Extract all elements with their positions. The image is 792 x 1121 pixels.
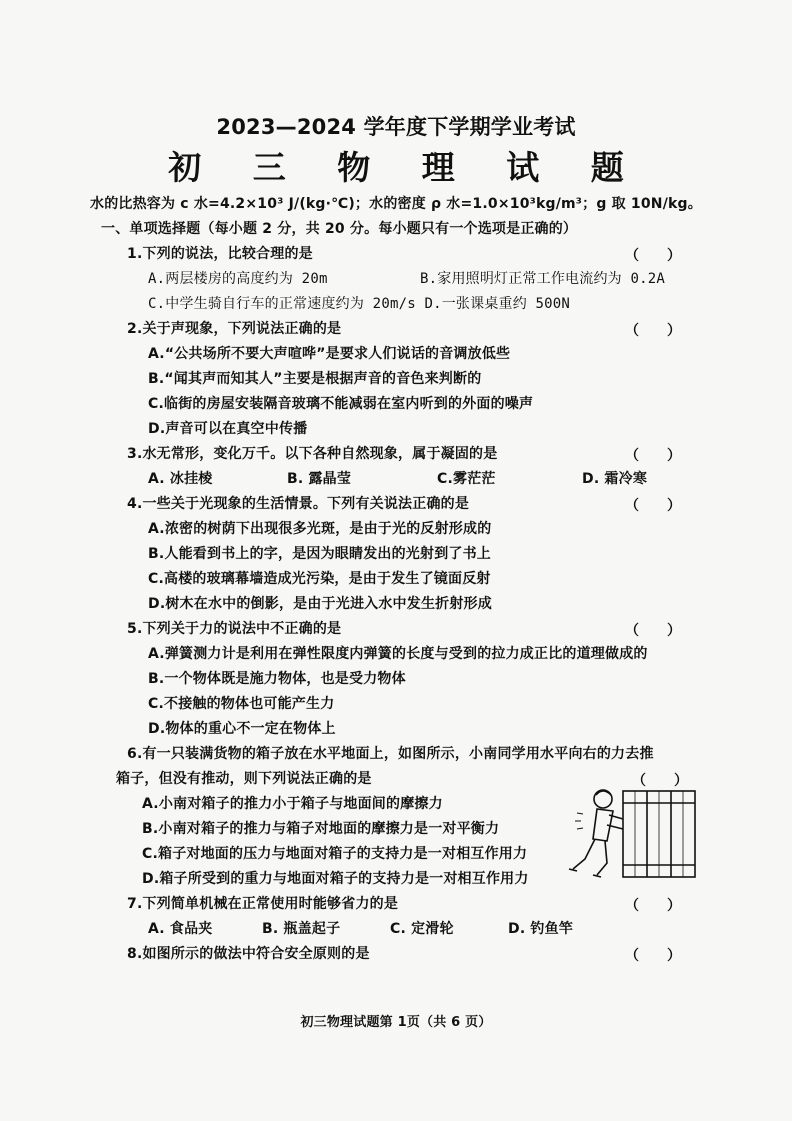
answer-paren-1: （ ） — [625, 248, 681, 264]
q2-option-c: C.临街的房屋安装隔音玻璃不能减弱在室内听到的外面的噪声 — [148, 396, 534, 412]
question-1-stem: 1.下列的说法，比较合理的是 — [127, 246, 313, 262]
q6-option-b: B.小南对箱子的推力与箱子对地面的摩擦力是一对平衡力 — [142, 821, 500, 837]
q7-option-c: C. 定滑轮 — [390, 921, 454, 937]
question-3-stem: 3.水无常形，变化万千。以下各种自然现象，属于凝固的是 — [127, 446, 498, 462]
question-6-stem-continued: 箱子，但没有推动，则下列说法正确的是 — [116, 771, 372, 787]
q5-option-d: D.物体的重心不一定在物体上 — [148, 721, 336, 737]
section-heading: 一、单项选择题（每小题 2 分，共 20 分。每小题只有一个选项是正确的） — [101, 221, 578, 237]
exam-subject-title: 初 三 物 理 试 题 — [168, 148, 644, 187]
q1-option-c-d: C.中学生骑自行车的正常速度约为 20m/s D.一张课桌重约 500N — [148, 296, 571, 312]
answer-paren-8: （ ） — [625, 948, 681, 964]
q3-option-d: D. 霜冷寒 — [582, 471, 648, 487]
q5-option-b: B.一个物体既是施力物体，也是受力物体 — [148, 671, 406, 687]
answer-paren-2: （ ） — [625, 323, 681, 339]
q6-option-a: A.小南对箱子的推力小于箱子与地面间的摩擦力 — [142, 796, 443, 812]
q6-option-d: D.箱子所受到的重力与地面对箱子的支持力是一对相互作用力 — [142, 871, 529, 887]
q3-option-a: A. 冰挂棱 — [148, 471, 213, 487]
q3-option-c: C.雾茫茫 — [437, 471, 496, 487]
q3-option-b: B. 露晶莹 — [287, 471, 352, 487]
question-8-stem: 8.如图所示的做法中符合安全原则的是 — [127, 946, 370, 962]
q7-option-a: A. 食品夹 — [148, 921, 213, 937]
q7-option-b: B. 瓶盖起子 — [262, 921, 341, 937]
q2-option-d: D.声音可以在真空中传播 — [148, 421, 308, 437]
answer-paren-5: （ ） — [625, 623, 681, 639]
answer-paren-6: （ ） — [632, 773, 688, 789]
q1-option-a: A.两层楼房的高度约为 20m — [148, 271, 328, 287]
q4-option-c: C.高楼的玻璃幕墙造成光污染，是由于发生了镜面反射 — [148, 571, 491, 587]
q1-option-b: B.家用照明灯正常工作电流约为 0.2A — [420, 271, 666, 287]
question-4-stem: 4.一些关于光现象的生活情景。下列有关说法正确的是 — [127, 496, 470, 512]
q5-option-a: A.弹簧测力计是利用在弹性限度内弹簧的长度与受到的拉力成正比的道理做成的 — [148, 646, 648, 662]
exam-title: 2023—2024 学年度下学期学业考试 — [216, 115, 576, 139]
person-pushing-box-illustration — [563, 783, 703, 881]
q4-option-d: D.树木在水中的倒影，是由于光进入水中发生折射形成 — [148, 596, 492, 612]
question-2-stem: 2.关于声现象，下列说法正确的是 — [127, 321, 342, 337]
q2-option-a: A.“公共场所不要大声喧哗”是要求人们说话的音调放低些 — [148, 346, 511, 362]
q7-option-d: D. 钓鱼竿 — [508, 921, 574, 937]
answer-paren-7: （ ） — [625, 898, 681, 914]
q4-option-a: A.浓密的树荫下出现很多光斑，是由于光的反射形成的 — [148, 521, 492, 537]
answer-paren-4: （ ） — [625, 498, 681, 514]
physical-constants: 水的比热容为 c 水=4.2×10³ J/(kg·℃)；水的密度 ρ 水=1.0×10³kg/m³；g 取 10N/kg。 — [90, 196, 702, 212]
page-footer: 初三物理试题第 1页（共 6 页） — [300, 1015, 492, 1030]
answer-paren-3: （ ） — [625, 448, 681, 464]
q4-option-b: B.人能看到书上的字，是因为眼睛发出的光射到了书上 — [148, 546, 491, 562]
question-6-stem: 6.有一只装满货物的箱子放在水平地面上，如图所示，小南同学用水平向右的力去推 — [127, 746, 654, 762]
question-5-stem: 5.下列关于力的说法中不正确的是 — [127, 621, 342, 637]
question-7-stem: 7.下列简单机械在正常使用时能够省力的是 — [127, 896, 399, 912]
q5-option-c: C.不接触的物体也可能产生力 — [148, 696, 335, 712]
q6-option-c: C.箱子对地面的压力与地面对箱子的支持力是一对相互作用力 — [142, 846, 528, 862]
q2-option-b: B.“闻其声而知其人”主要是根据声音的音色来判断的 — [148, 371, 482, 387]
